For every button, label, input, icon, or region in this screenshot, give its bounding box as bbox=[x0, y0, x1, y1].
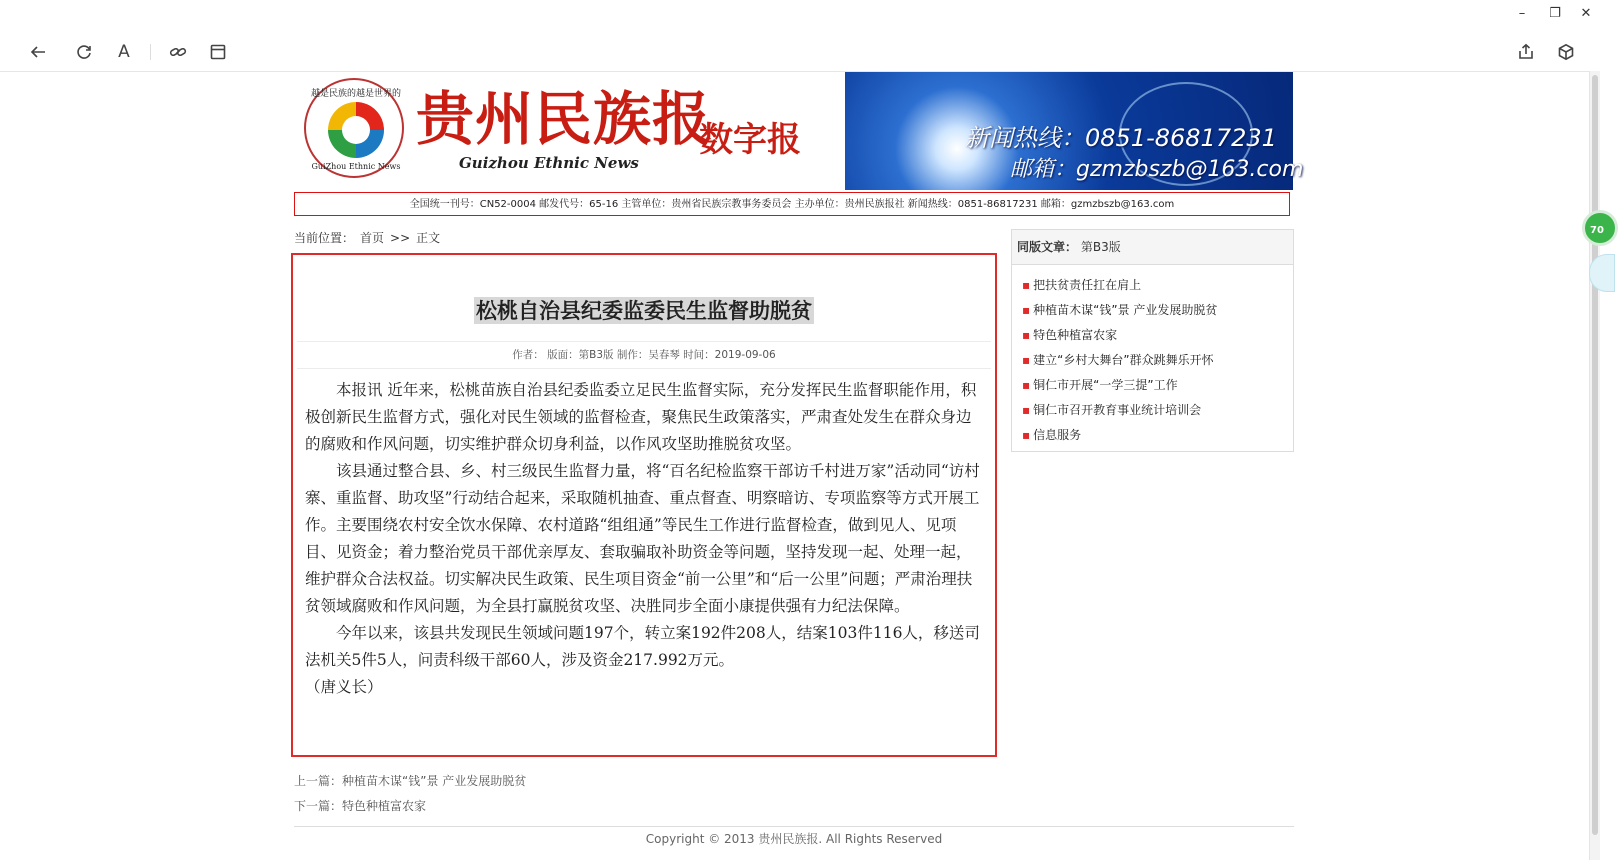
bullet-icon: ▪ bbox=[1022, 403, 1031, 417]
sidebar-heading-label: 同版文章： bbox=[1017, 240, 1078, 254]
article-title-wrap bbox=[293, 295, 995, 325]
copy-link-button[interactable] bbox=[166, 40, 190, 64]
sidebar-item-label[interactable]: 建立“乡村大舞台”群众跳舞乐开怀 bbox=[1033, 353, 1214, 367]
prev-label: 上一篇： bbox=[294, 774, 343, 788]
hotline-panel bbox=[845, 72, 1304, 190]
floating-badge[interactable]: 70 bbox=[1582, 210, 1618, 246]
floating-side-tab[interactable] bbox=[1589, 254, 1615, 292]
logo-emblem bbox=[328, 102, 384, 158]
font-icon: A bbox=[118, 42, 130, 62]
font-size-button[interactable] bbox=[112, 40, 136, 64]
sidebar-item-label[interactable]: 种植苗木谋“钱”景 产业发展助脱贫 bbox=[1033, 303, 1218, 317]
next-label: 下一篇： bbox=[294, 799, 343, 813]
article-signature: （唐义长） bbox=[305, 678, 383, 696]
breadcrumb-current: 正文 bbox=[416, 231, 441, 245]
sidebar-edition: 第B3版 bbox=[1080, 240, 1121, 254]
bullet-icon: ▪ bbox=[1022, 428, 1031, 442]
cube-icon bbox=[1557, 43, 1575, 61]
footer-divider bbox=[294, 826, 1294, 827]
sidebar-item[interactable] bbox=[1022, 298, 1293, 323]
share-icon bbox=[1517, 43, 1535, 61]
sidebar-heading bbox=[1012, 230, 1293, 265]
sidebar-item-label[interactable]: 铜仁市开展“一学三提”工作 bbox=[1033, 378, 1178, 392]
newspaper-name-en: Guizhou Ethnic News bbox=[459, 154, 639, 172]
article-body bbox=[305, 377, 985, 701]
refresh-icon bbox=[75, 43, 93, 61]
breadcrumb bbox=[294, 229, 446, 246]
prev-title[interactable]: 种植苗木谋“钱”景 产业发展助脱贫 bbox=[342, 774, 527, 788]
sidebar-item-label[interactable]: 铜仁市召开教育事业统计培训会 bbox=[1033, 403, 1202, 417]
bullet-icon: ▪ bbox=[1022, 353, 1031, 367]
copyright-text: Copyright © 2013 贵州民族报. All Rights Reserved bbox=[645, 832, 943, 846]
publication-info-bar: 全国统一刊号：CN52-0004 邮发代号：65-16 主管单位：贵州省民族宗教事务委员会 主办单位：贵州民族报社 新闻热线：0851-86817231 邮箱：gzmzbszb@163.com bbox=[294, 192, 1290, 216]
breadcrumb-separator: >> bbox=[390, 231, 411, 245]
next-title[interactable]: 特色种植富农家 bbox=[342, 799, 427, 813]
reader-mode-button[interactable] bbox=[206, 40, 230, 64]
same-edition-sidebar bbox=[1011, 229, 1294, 452]
contact-email: 邮箱：gzmzbszb@163.com bbox=[1010, 157, 1304, 182]
sidebar-item-label[interactable]: 信息服务 bbox=[1033, 428, 1082, 442]
article-paragraph: 本报讯 近年来，松桃苗族自治县纪委监委立足民生监督实际，充分发挥民生监督职能作用，积极创新民生监督方式，强化对民生领域的监督检查，聚焦民生政策落实，严肃查处发生在群众身边的腐败和作风问题，切实维护群众切身利益，以作风攻坚助推脱贫攻坚。 bbox=[305, 381, 977, 453]
scrollbar-thumb[interactable] bbox=[1592, 75, 1598, 835]
sidebar-item[interactable] bbox=[1022, 273, 1293, 298]
logo-slogan: 越是民族的越是世界的 bbox=[310, 89, 401, 99]
sidebar-list bbox=[1012, 265, 1293, 448]
bullet-icon: ▪ bbox=[1022, 378, 1031, 392]
breadcrumb-label: 当前位置： bbox=[294, 231, 355, 245]
browser-chrome bbox=[0, 0, 1600, 72]
newspaper-name: 贵州民族报 bbox=[416, 85, 712, 153]
sidebar-item[interactable] bbox=[1022, 423, 1293, 448]
sidebar-item-label[interactable]: 把扶贫责任扛在肩上 bbox=[1033, 278, 1142, 292]
masthead-banner bbox=[294, 72, 1304, 190]
reload-button[interactable] bbox=[72, 40, 96, 64]
news-hotline: 新闻热线：0851-86817231 bbox=[965, 124, 1277, 152]
breadcrumb-home-link[interactable]: 首页 bbox=[360, 231, 385, 245]
arrow-left-icon bbox=[29, 43, 47, 61]
restore-button[interactable]: ❐ bbox=[1549, 6, 1561, 21]
sidebar-item[interactable] bbox=[1022, 398, 1293, 423]
minimize-button[interactable]: – bbox=[1518, 6, 1526, 21]
extensions-button[interactable] bbox=[1554, 40, 1578, 64]
share-button[interactable] bbox=[1514, 40, 1538, 64]
newspaper-logo bbox=[304, 78, 404, 178]
back-button[interactable] bbox=[26, 40, 50, 64]
bullet-icon: ▪ bbox=[1022, 303, 1031, 317]
sidebar-item[interactable] bbox=[1022, 323, 1293, 348]
logo-english-text: GuiZhou Ethnic News bbox=[311, 162, 401, 171]
bullet-icon: ▪ bbox=[1022, 278, 1031, 292]
link-icon bbox=[169, 43, 187, 61]
article-paragraph: 该县通过整合县、乡、村三级民生监督力量，将“百名纪检监察干部访千村进万家”活动同“访村寨、重监督、助攻坚”行动结合起来，采取随机抽查、重点督查、明察暗访、专项监察等方式开展工作。主要围绕农村安全饮水保障、农村道路“组组通”等民生工作进行监督检查，做到见人、见项目、见资金；着力整治党员干部优亲厚友、套取骗取补助资金等问题，坚持发现一起、处理一起，维护群众合法权益。切实解决民生政策、民生项目资金“前一公里”和“后一公里”问题；严肃治理扶贫领域腐败和作风问题，为全县打赢脱贫攻坚、决胜同步全面小康提供强有力纪法保障。 bbox=[305, 462, 980, 615]
article-panel bbox=[291, 253, 997, 757]
window-icon bbox=[209, 43, 227, 61]
vertical-scrollbar[interactable] bbox=[1589, 71, 1600, 860]
close-button[interactable]: ✕ bbox=[1580, 6, 1592, 21]
bullet-icon: ▪ bbox=[1022, 328, 1031, 342]
digital-edition-label: 数字报 bbox=[699, 120, 801, 160]
article-paragraph: 今年以来，该县共发现民生领域问题197个，转立案192件208人，结案103件116人，移送司法机关5件5人，问责科级干部60人，涉及资金217.992万元。 bbox=[305, 624, 980, 669]
toolbar-divider bbox=[150, 44, 151, 60]
prev-article-link[interactable] bbox=[294, 772, 526, 789]
article-meta: 作者： 版面：第B3版 制作：吴春琴 时间：2019-09-06 bbox=[297, 341, 991, 369]
sidebar-item-label[interactable]: 特色种植富农家 bbox=[1033, 328, 1118, 342]
sidebar-item[interactable] bbox=[1022, 373, 1293, 398]
sidebar-item[interactable] bbox=[1022, 348, 1293, 373]
article-title: 松桃自治县纪委监委民生监督助脱贫 bbox=[476, 298, 812, 323]
next-article-link[interactable] bbox=[294, 797, 426, 814]
